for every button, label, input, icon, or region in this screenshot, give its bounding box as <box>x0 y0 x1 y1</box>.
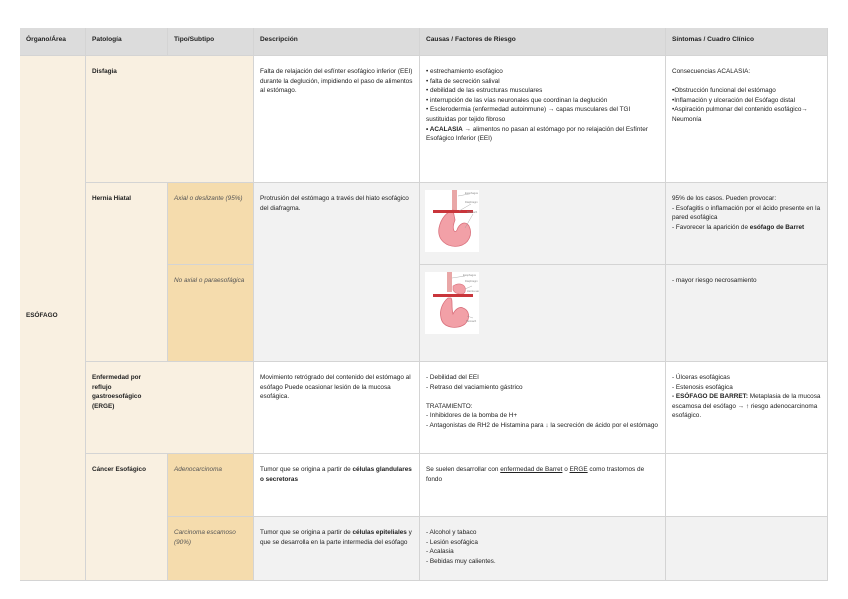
header-symptoms: Síntomas / Cuadro Clínico <box>666 28 828 56</box>
barret-link[interactable]: enfermedad de Barret <box>500 466 563 473</box>
hernia-description: Protrusión del estómago a través del hiato esofágico del diafragma. <box>254 183 420 362</box>
symptom-item: - Úlceras esofágicas <box>672 374 730 381</box>
hernia-paraesophageal-image-cell <box>420 265 666 362</box>
pathology-table <box>20 28 828 565</box>
cause-item: - Lesión esofágica <box>426 538 478 546</box>
pathology-cancer: Cáncer Esofágico <box>86 454 168 581</box>
cause-item: - Debilidad del EEI <box>426 374 479 381</box>
cause-item: - Retraso del vaciamiento gástrico <box>426 383 523 391</box>
cause-item: • interrupción de las vías neuronales que coordinan la deglución <box>426 96 608 104</box>
svg-text:Hernia sac: Hernia sac <box>467 290 479 293</box>
cause-item: • estrechamiento esofágico <box>426 68 503 75</box>
header-organ: Órgano/Área <box>20 28 86 56</box>
header-pathology: Patología <box>86 28 168 56</box>
cancer-squamous-causes <box>420 517 666 581</box>
hernia-axial-symptoms: 95% de los casos. Pueden provocar: - Esofagitis o inflamación por el ácido presente en la pared esofágica - Favorecer la aparición de esófago de Barret <box>666 183 828 265</box>
stomach-illustration <box>425 190 479 252</box>
erge-causes <box>420 362 666 454</box>
erge-link[interactable]: ERGE <box>569 466 588 473</box>
hernia-paraesophageal-symptoms: - mayor riesgo necrosamiento <box>666 265 828 362</box>
cause-item: • falta de secreción salival <box>426 77 500 85</box>
symptom-item: - Esofagitis o inflamación por el ácido presente en la pared esofágica <box>672 204 821 222</box>
svg-text:Diaphragm: Diaphragm <box>465 280 478 283</box>
cancer-adeno-causes: Se suelen desarrollar con enfermedad de Barret o ERGE como trastornos de fondo <box>420 454 666 517</box>
cancer-squamous-symptoms <box>666 517 828 581</box>
cause-item: • debilidad de las estructuras musculares <box>426 87 543 95</box>
cause-item-acalasia: • ACALASIA → alimentos no pasan al estómago por no relajación del Esfínter Esofágico Inferior (EEI) <box>426 125 648 143</box>
pathology-hernia: Hernia Hiatal <box>86 183 168 362</box>
svg-text:Esophagus: Esophagus <box>465 192 478 195</box>
pathology-disfagia: Disfagia <box>86 56 254 183</box>
cancer-adeno-symptoms <box>666 454 828 517</box>
cancer-squamous-description: Tumor que se origina a partir de células epiteliales y que se desarrolla en la parte intermedia del esófago <box>254 517 420 581</box>
symptom-item: •Inflamación y ulceración del Esófago distal <box>672 96 796 104</box>
symptom-item: - Estenosis esofágica <box>672 383 733 391</box>
symptom-item: •Obstrucción funcional del estómago <box>672 87 776 95</box>
cause-item: - Acalasia <box>426 548 454 556</box>
treatment-item: - Inhibidores de la bomba de H+ <box>426 412 518 420</box>
symptom-item: - Favorecer la aparición de esófago de Barret <box>672 223 805 231</box>
cancer-subtype-adeno: Adenocarcinoma <box>168 454 254 517</box>
symptom-item: - ESÓFAGO DE BARRET: Metaplasia de la mucosa escamosa del esófago → ↑ riesgo adenocarcinoma esofágico. <box>672 393 821 420</box>
hernia-subtype-paraesophageal: No axial o paraesofágica <box>168 265 254 362</box>
disfagia-description: Falta de relajación del esfínter esofágico inferior (EEI) durante la deglución, impidiendo el paso de alimentos al estómago. <box>254 56 420 183</box>
stomach-hernia-illustration <box>425 272 479 334</box>
treatment-title: TRATAMIENTO: <box>426 402 473 410</box>
organ-cell: ESÓFAGO <box>20 56 86 581</box>
svg-text:Stomach: Stomach <box>466 320 477 323</box>
hernia-axial-image-cell <box>420 183 666 265</box>
header-subtype: Tipo/Subtipo <box>168 28 254 56</box>
erge-symptoms <box>666 362 828 454</box>
treatment-item: - Antagonistas de RH2 de Histamina para ↓ la secreción de ácido por el estómago <box>426 421 658 429</box>
disfagia-causes <box>420 56 666 183</box>
pathology-erge: Enfermedad por reflujo gastroesofágico (ERGE) <box>86 362 254 454</box>
hernia-subtype-axial: Axial o deslizante (95%) <box>168 183 254 265</box>
cause-item: • Esclerodermia (enfermedad autoinmune) → capas musculares del TGI sustituidas por tejido fibroso <box>426 106 631 123</box>
symptoms-title: Consecuencias ACALASIA: <box>672 68 751 75</box>
svg-text:Stomach: Stomach <box>467 211 478 214</box>
svg-text:Esophagus: Esophagus <box>463 274 476 277</box>
header-description: Descripción <box>254 28 420 56</box>
disfagia-symptoms <box>666 56 828 183</box>
cause-item: - Bebidas muy calientes. <box>426 557 496 565</box>
symptom-item: •Aspiración pulmonar del contenido esofágico→ Neumonía <box>672 106 808 123</box>
cancer-subtype-squamous: Carcinoma escamoso (90%) <box>168 517 254 581</box>
header-causes: Causas / Factores de Riesgo <box>420 28 666 56</box>
svg-text:Diaphragm: Diaphragm <box>465 201 478 204</box>
cause-item: - Alcohol y tabaco <box>426 529 477 536</box>
erge-description: Movimiento retrógrado del contenido del estómago al esófago Puede ocasionar lesión de la mucosa esofágica. <box>254 362 420 454</box>
cancer-adeno-description: Tumor que se origina a partir de células glandulares o secretoras <box>254 454 420 517</box>
